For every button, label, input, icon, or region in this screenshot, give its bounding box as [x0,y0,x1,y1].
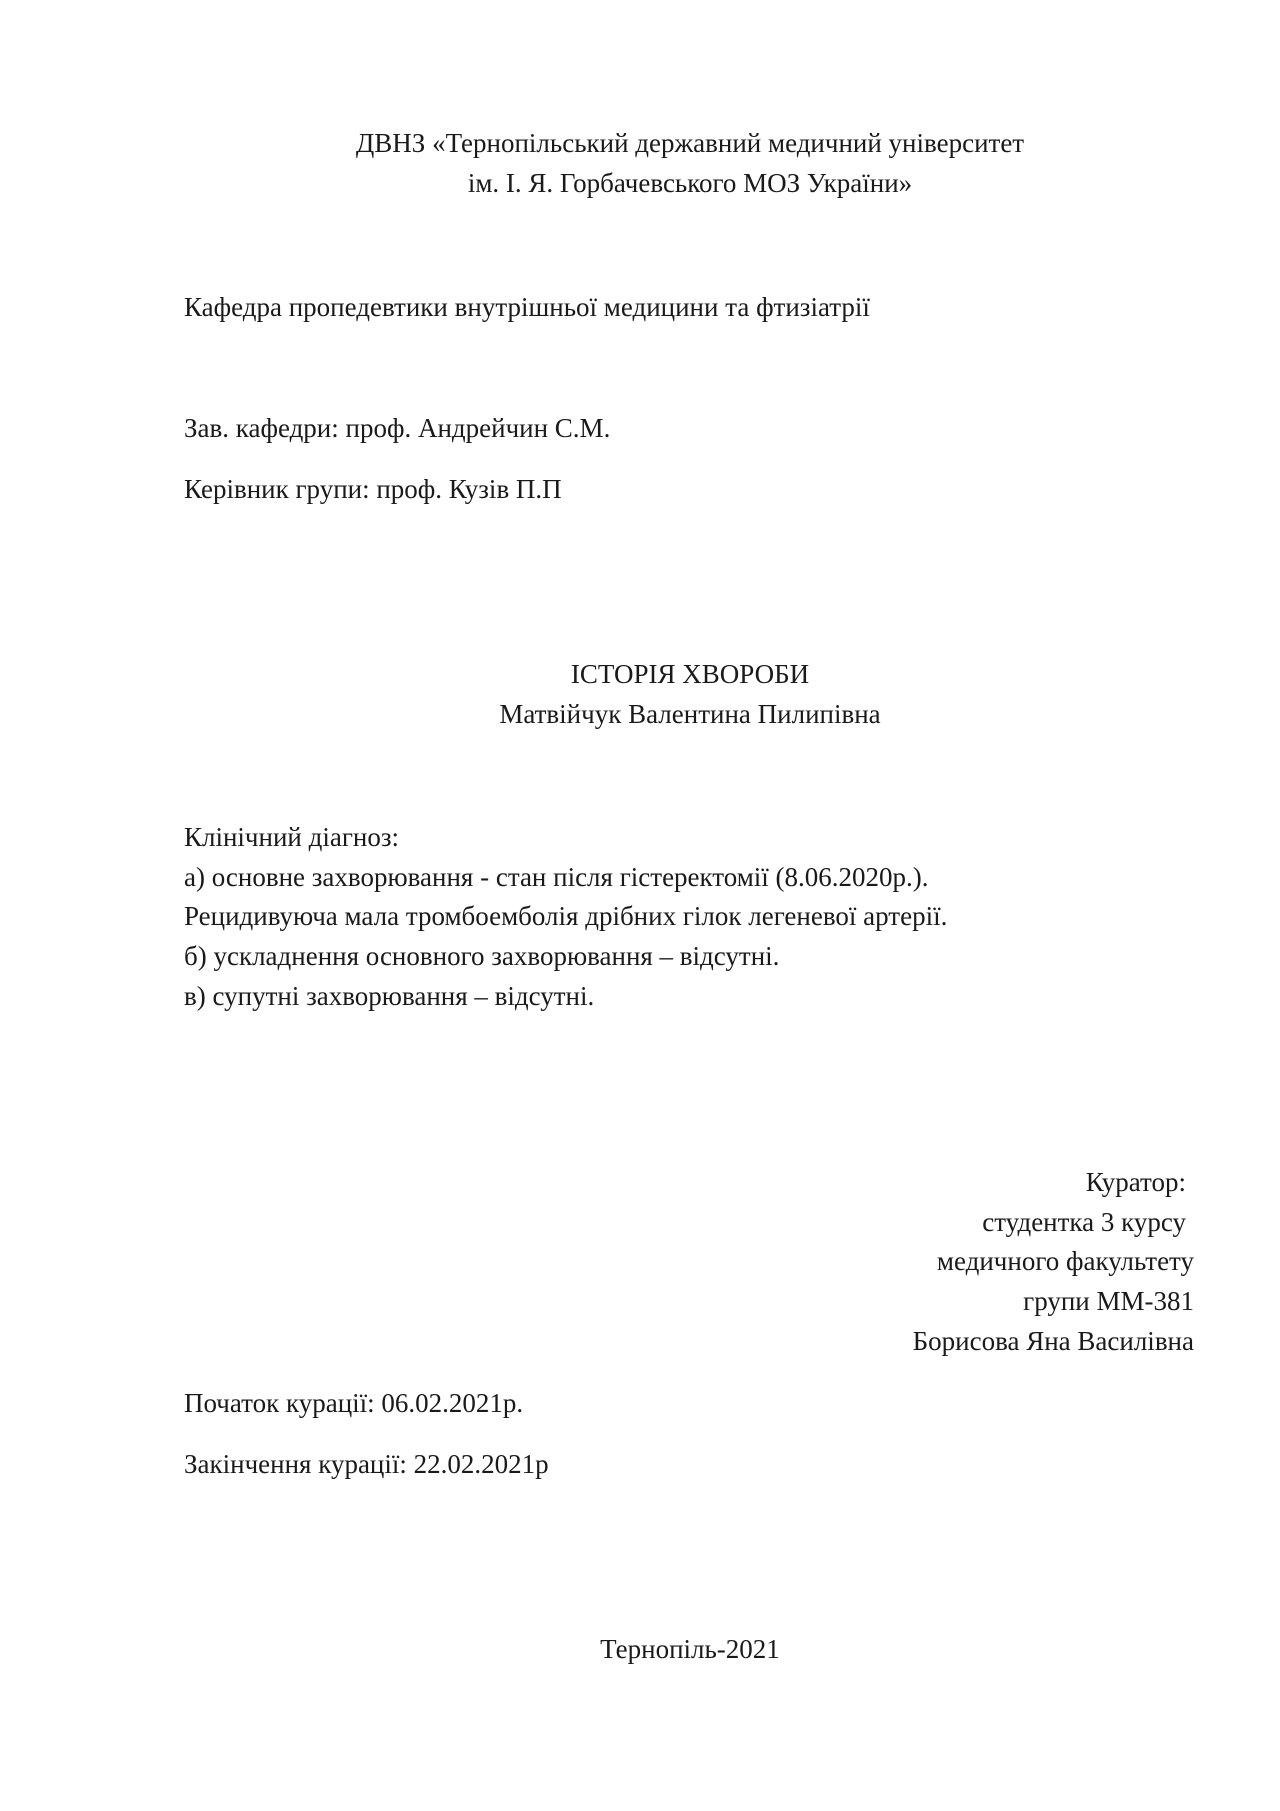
diagnosis-comorbid: в) супутні захворювання – відсутні. [184,981,595,1011]
curator-faculty: медичного факультету [936,1246,1194,1276]
diagnosis-complications: б) ускладнення основного захворювання – відсутні. [184,941,780,971]
curation-end: Закінчення курації: 22.02.2021р [184,1449,549,1479]
department-head: Зав. кафедри: проф. Андрейчин С.М. [184,413,611,443]
curator-name: Борисова Яна Василівна [912,1326,1194,1356]
institution-line-1: ДВНЗ «Тернопільський державний медичний університет [355,128,1025,158]
institution-line-2: ім. І. Я. Горбачевського МОЗ України» [467,168,913,198]
document-title: ІСТОРІЯ ХВОРОБИ [570,659,810,689]
patient-name: Матвійчук Валентина Пилипівна [499,699,881,729]
curator-group: групи ММ-381 [1023,1286,1194,1316]
group-leader: Керівник групи: проф. Кузів П.П [184,474,562,504]
diagnosis-main: а) основне захворювання - стан після гістеректомії (8.06.2020р.). [184,862,929,892]
curation-start: Початок курації: 06.02.2021р. [184,1388,524,1418]
diagnosis-label: Клінічний діагноз: [184,822,400,852]
department-name: Кафедра пропедевтики внутрішньої медицини та фтизіатрії [184,292,870,322]
curator-course: студентка 3 курсу [982,1207,1186,1237]
curator-label: Куратор: [1085,1167,1186,1197]
city-year: Тернопіль-2021 [600,1634,780,1664]
diagnosis-main-continued: Рецидивуюча мала тромбоемболія дрібних гілок легеневої артерії. [184,901,948,931]
